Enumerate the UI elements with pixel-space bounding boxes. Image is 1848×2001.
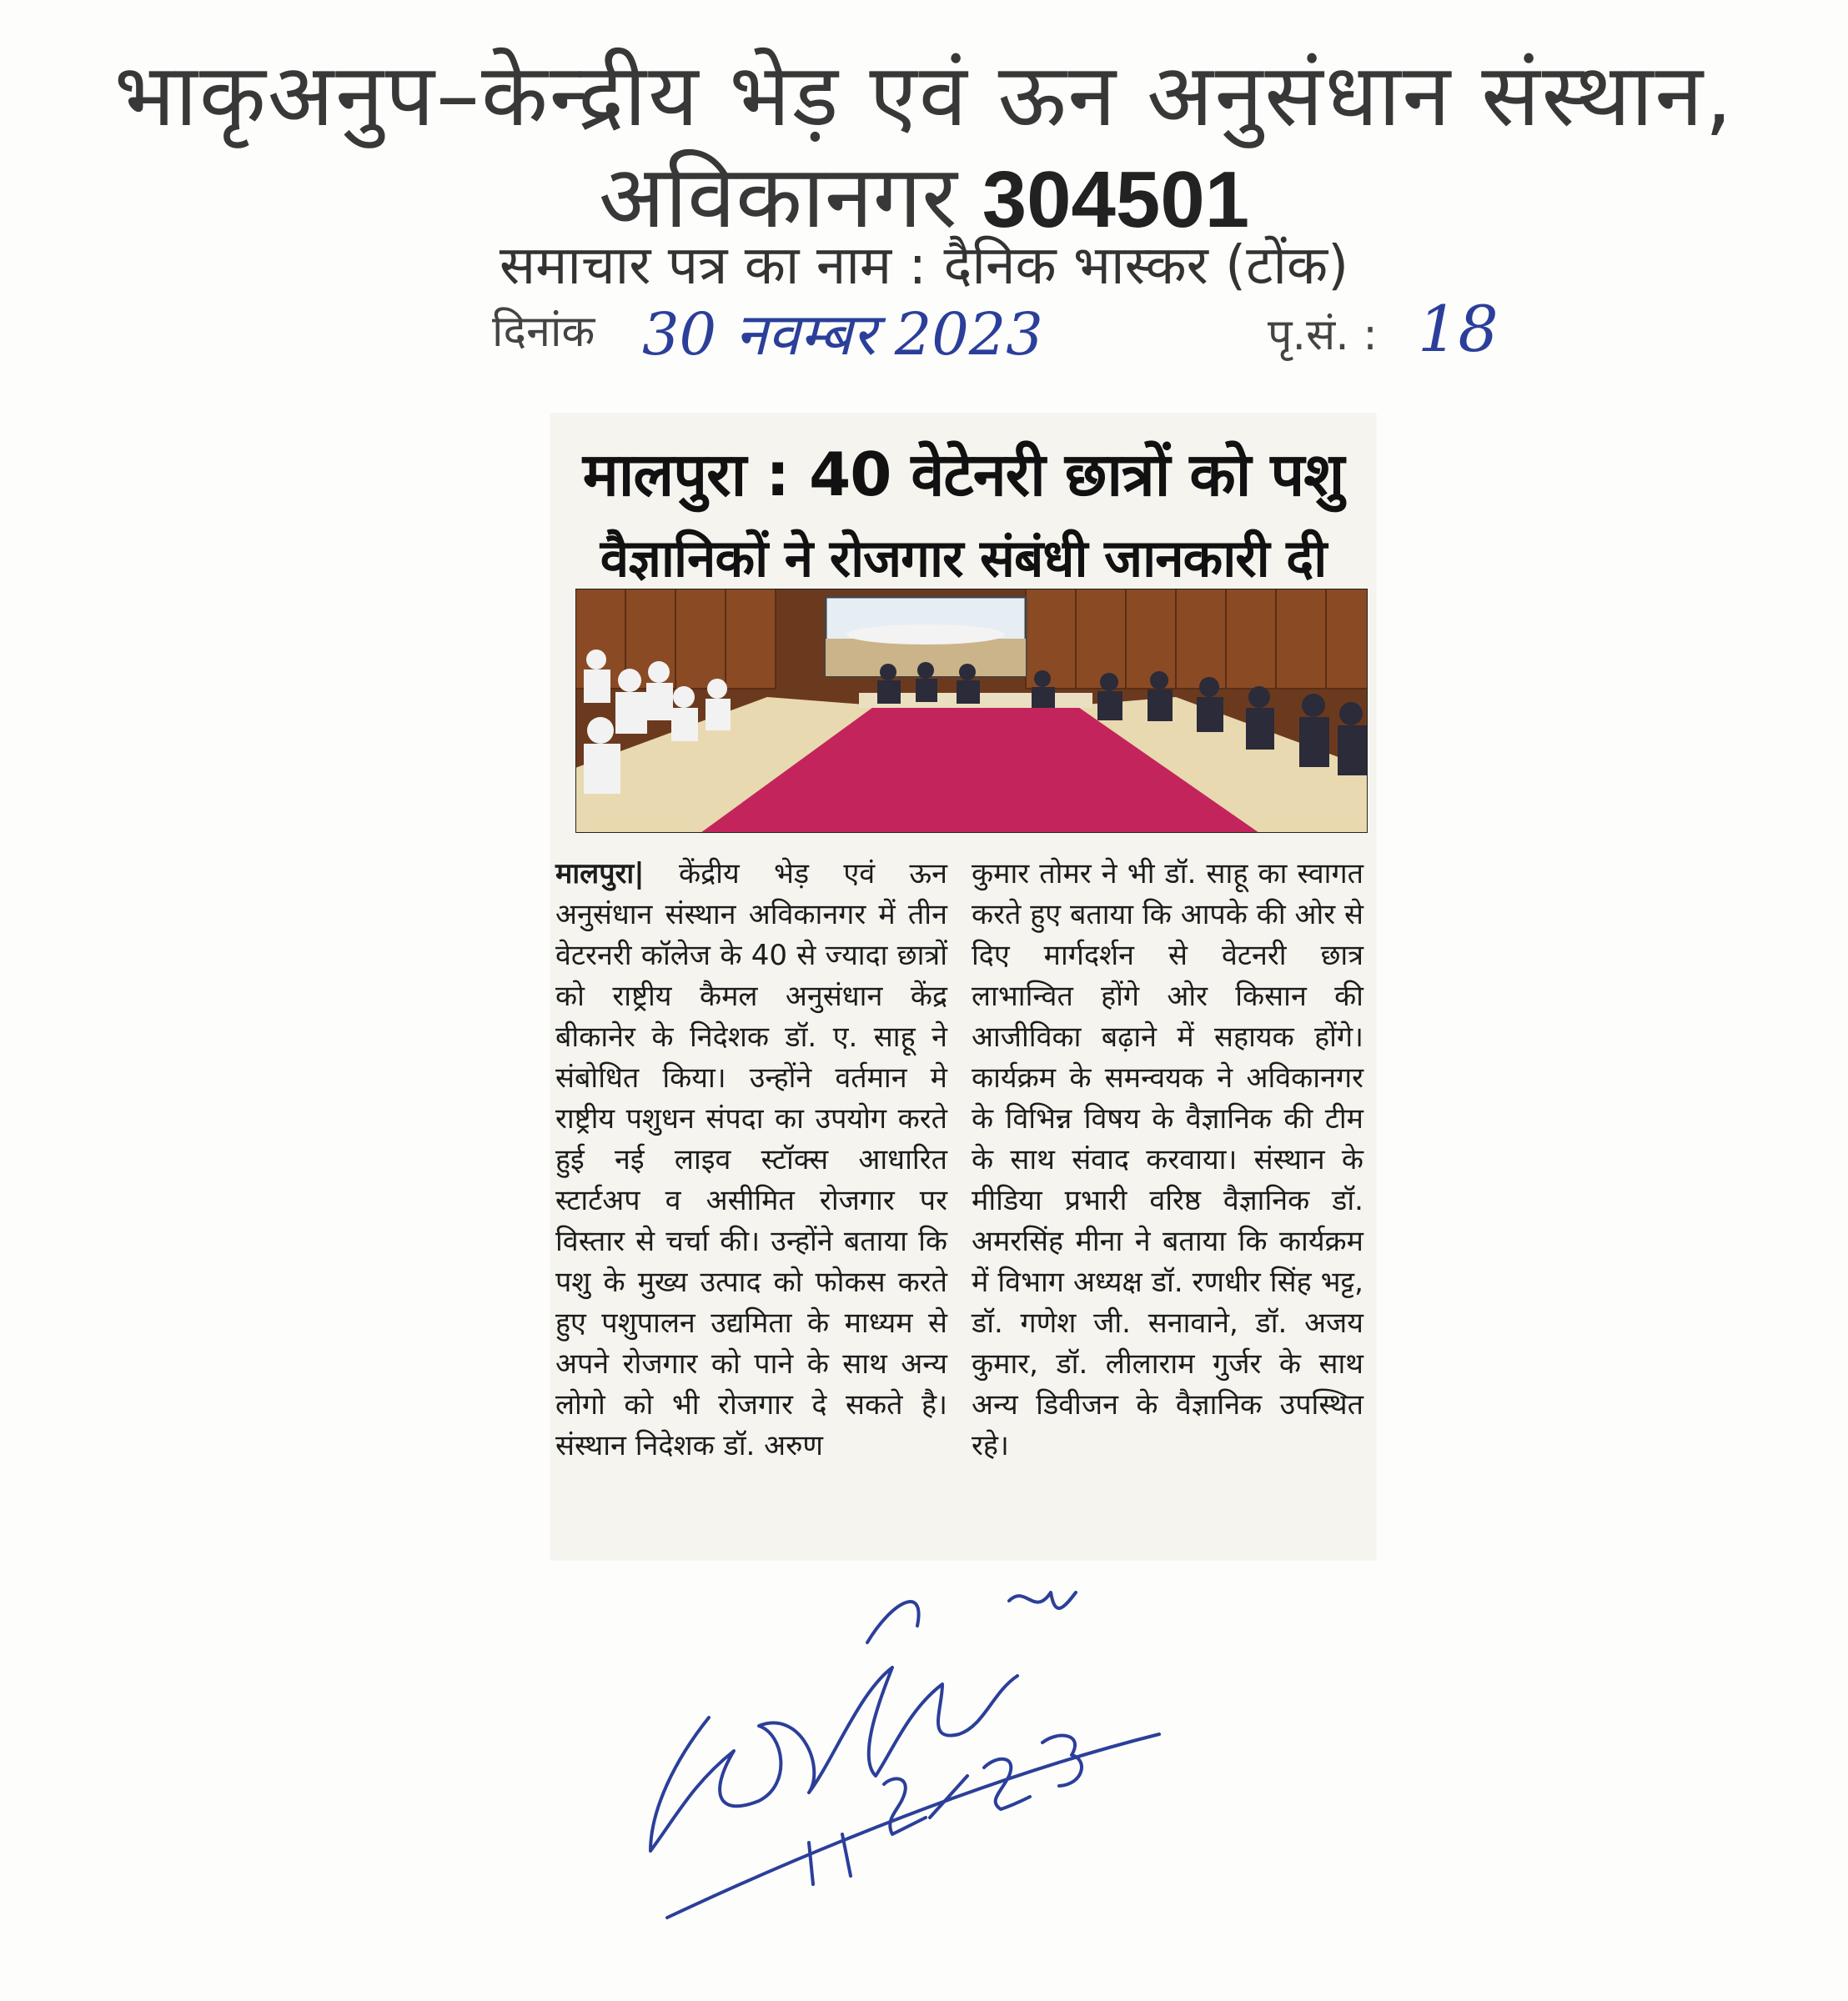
headline-line-1: मालपुरा : 40 वेटेनरी छात्रों को पशु — [582, 439, 1344, 509]
photo-meeting-icon — [575, 589, 1368, 833]
location-name: अविकानगर — [598, 146, 957, 248]
article-dateline: मालपुरा| — [555, 857, 645, 890]
date-page-line — [492, 292, 1576, 384]
page-value: 18 — [1418, 292, 1499, 366]
article-column-2 — [972, 854, 1363, 1467]
headline-line-2: वैज्ञानिकों ने रोजगार संबंधी जानकारी दी — [600, 528, 1327, 589]
institute-title: भाकृअनुप–केन्द्रीय भेड़ एवं ऊन अनुसंधान संस्थान, — [113, 44, 1735, 146]
date-label: दिनांक — [492, 307, 595, 357]
handwritten-signature-icon — [642, 1567, 1243, 1943]
column-2-text: कुमार तोमर ने भी डॉ. साहू का स्वागत करते हुए बताया कि आपके की ओर से दिए मार्गदर्शन से वेटनरी छात्र लाभान्वित होंगे ओर किसान की आजीविका बढ़ाने में सहायक होंगे। कार्यक्रम के समन्वयक ने अविकानगर के विभिन्न विषय के वैज्ञानिक की टीम के साथ संवाद करवाया। संस्थान के मीडिया प्रभारी वरिष्ठ वैज्ञानिक डॉ. अमरसिंह मीना ने बताया कि कार्यक्रम में विभाग अध्यक्ष डॉ. रणधीर सिंह भट्ट, डॉ. गणेश जी. सनावाने, डॉ. अजय कुमार, डॉ. लीलाराम गुर्जर के साथ अन्य डिवीजन के वैज्ञानिक उपस्थित रहे। — [972, 857, 1363, 1462]
pincode: 304501 — [982, 155, 1250, 244]
date-value: 30 नवम्बर 2023 — [642, 300, 1043, 369]
article-column-1 — [555, 854, 947, 1467]
newspaper-clipping — [550, 414, 1376, 1560]
column-1-text: केंद्रीय भेड़ एवं ऊन अनुसंधान संस्थान अविकानगर में तीन वेटरनरी कॉलेज के 40 से ज्यादा छात्रों को राष्ट्रीय कैमल अनुसंधान केंद्र बीकानेर के निदेशक डॉ. ए. साहू ने संबोधित किया। उन्होंने वर्तमान मे राष्ट्रीय पशुधन संपदा का उपयोग करते हुई नई लाइव स्टॉक्स आधारित स्टार्टअप व असीमित रोजगार पर विस्तार से चर्चा की। उन्होंने बताया कि पशु के मुख्य उत्पाद को फोकस करते हुए पशुपालन उद्यमिता के माध्यम से अपने रोजगार को पाने के साथ अन्य लोगो को भी रोजगार दे सकते है। संस्थान निदेशक डॉ. अरुण — [555, 857, 947, 1462]
page-label: पृ.सं. : — [1268, 310, 1378, 360]
newspaper-name: समाचार पत्र का नाम : दैनिक भास्कर (टोंक) — [499, 235, 1349, 297]
